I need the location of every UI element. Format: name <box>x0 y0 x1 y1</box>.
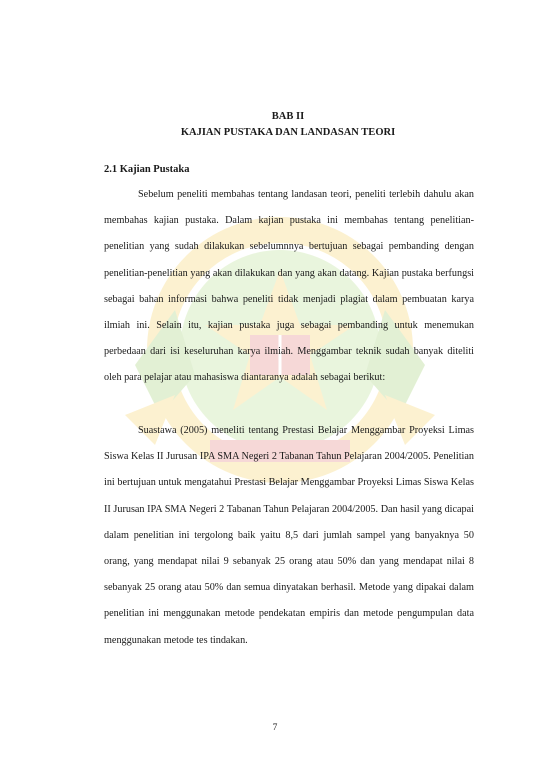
chapter-number: BAB II <box>271 111 305 122</box>
section-heading: 2.1 Kajian Pustaka <box>104 164 190 175</box>
page-number: 7 <box>272 723 278 733</box>
paragraph-2: Suastawa (2005) meneliti tentang Prestasi Belajar Menggambar Proyeksi Limas Siswa Kelas II Jurusan IPA SMA Negeri 2 Tabanan Tahun Pelajaran 2004/2005. Penelitian ini bertujuan untuk mengatahui Prestasi Belajar Menggambar Proyeksi Limas Siswa Kelas II Jurusan IPA SMA Negeri 2 Tabanan Tahun Pelajaran 2004/2005. Dan hasil yang dicapai dalam penelitian ini tergolong baik yaitu 8,5 dari jumlah sampel yang banyaknya 50 orang, yang mendapat nilai 9 sebanyak 25 orang atau 50% dan yang mendapat nilai 8 sebanyak 25 orang atau 50% dan semua dinyatakan berhasil. Metode yang dipakai dalam penelitian ini menggunakan metode pendekatan empiris dan metode pengumpulan data menggunakan metode tes tindakan. <box>104 425 474 646</box>
chapter-title: KAJIAN PUSTAKA DAN LANDASAN TEORI <box>180 127 396 138</box>
paragraph-1: Sebelum peneliti membahas tentang landasan teori, peneliti terlebih dahulu akan membahas kajian pustaka. Dalam kajian pustaka ini membahas tentang penelitian-penelitian yang sudah dilakukan sebelumnnya bertujuan sebagai pembanding dengan penelitian-penelitian yang akan dilakukan dan yang akan datang. Kajian pustaka berfungsi sebagai bahan informasi bahwa peneliti tidak menjadi plagiat dalam pembuatan karya ilmiah ini. Selain itu, kajian pustaka juga sebagai pembanding untuk menemukan perbedaan dari isi keseluruhan karya ilmiah. Menggambar teknik sudah banyak diteliti oleh para pelajar atau mahasiswa diantaranya adalah sebagai berikut: <box>104 189 474 384</box>
